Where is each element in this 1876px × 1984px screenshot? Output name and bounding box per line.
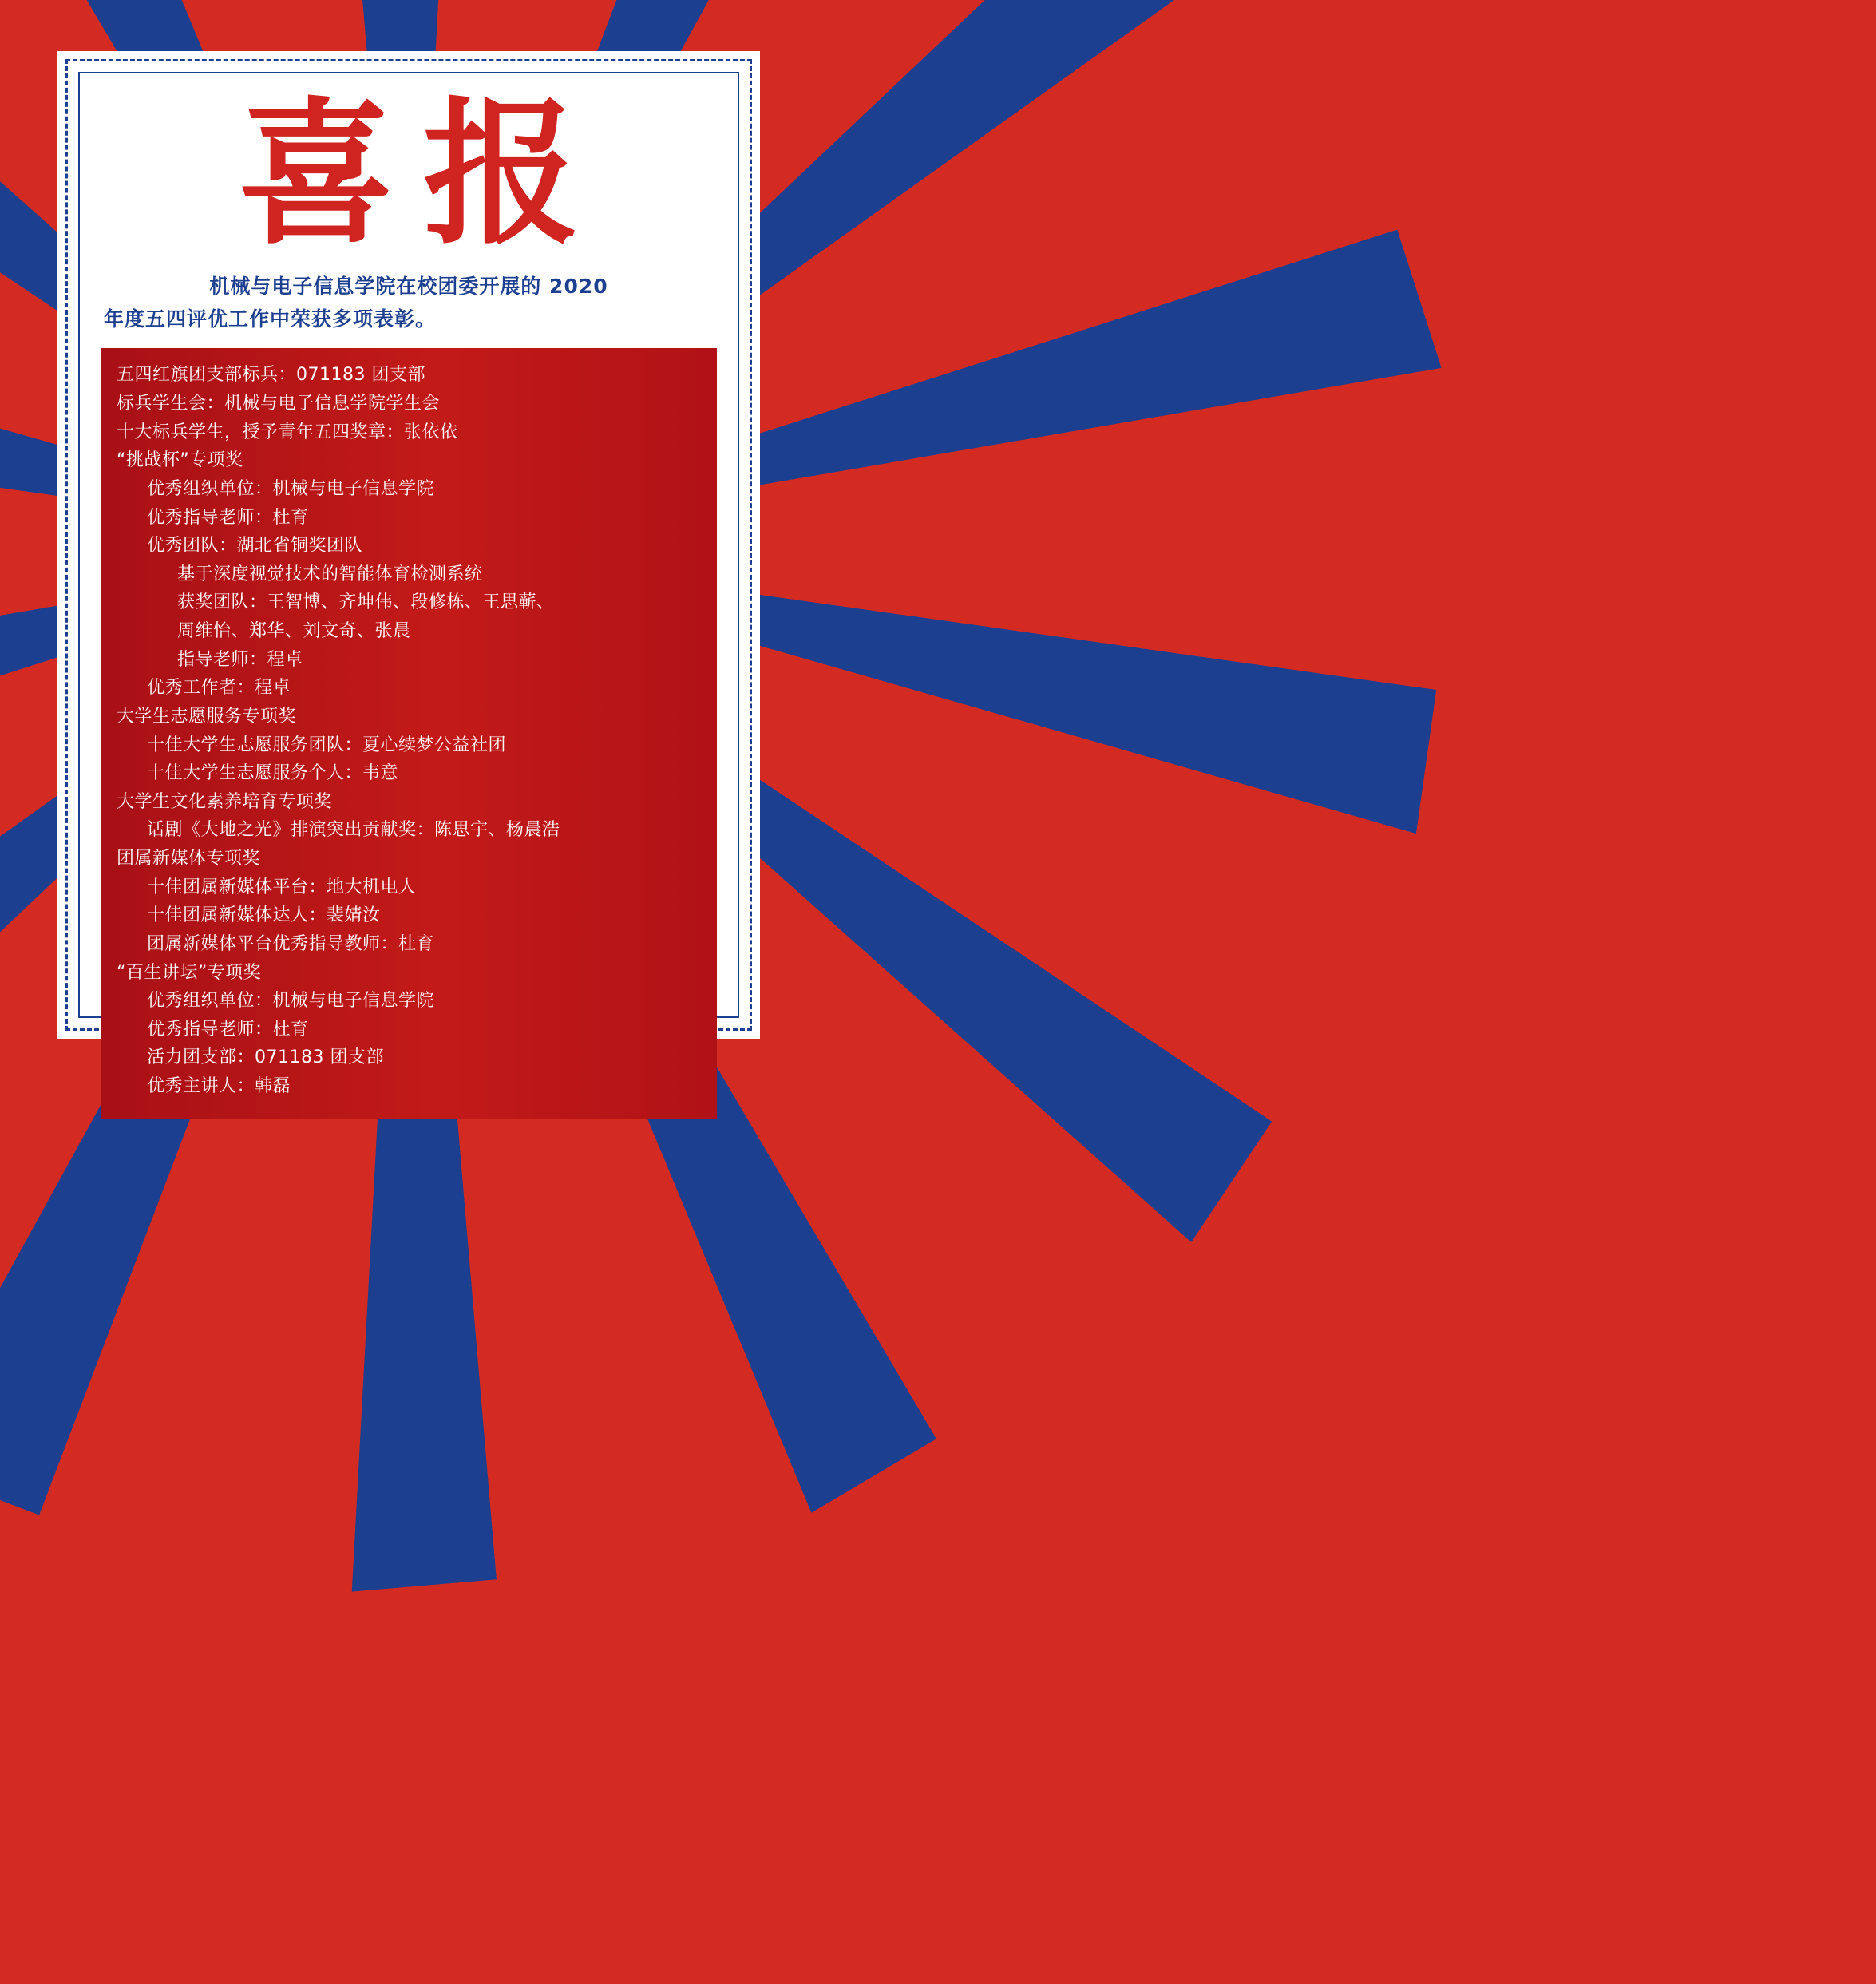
- poster-card: [57, 51, 760, 1039]
- poster-title: 喜报: [101, 96, 717, 255]
- award-entry: 优秀指导老师：杜育: [117, 1016, 701, 1044]
- subtitle-line-1: 机械与电子信息学院在校团委开展的 2020: [101, 270, 717, 303]
- subtitle-line-2: 年度五四评优工作中荣获多项表彰。: [101, 303, 717, 335]
- award-entry: 五四红旗团支部标兵：071183 团支部: [117, 361, 701, 390]
- award-entry: 优秀主讲人：韩磊: [117, 1072, 701, 1101]
- award-entry: 指导老师：程卓: [117, 646, 701, 675]
- award-entry: 基于深度视觉技术的智能体育检测系统: [117, 560, 701, 589]
- award-entry: 十佳大学生志愿服务团队：夏心续梦公益社团: [117, 731, 701, 760]
- award-entry: 活力团支部：071183 团支部: [117, 1043, 701, 1072]
- award-entry: 十佳团属新媒体平台：地大机电人: [117, 873, 701, 902]
- award-entry: “百生讲坛”专项奖: [117, 959, 701, 988]
- award-entry: 优秀组织单位：机械与电子信息学院: [117, 475, 701, 504]
- award-entry: 话剧《大地之光》排演突出贡献奖：陈思宇、杨晨浩: [117, 816, 701, 845]
- award-entry: 优秀工作者：程卓: [117, 674, 701, 703]
- award-entry: 十佳大学生志愿服务个人：韦意: [117, 759, 701, 788]
- award-entry: 优秀组织单位：机械与电子信息学院: [117, 987, 701, 1016]
- award-entry: 大学生文化素养培育专项奖: [117, 788, 701, 817]
- award-entry: 十大标兵学生，授予青年五四奖章：张依依: [117, 418, 701, 447]
- award-entry: 获奖团队：王智博、齐坤伟、段修栋、王思蕲、: [117, 588, 701, 617]
- poster-card-inner: [78, 72, 739, 1018]
- award-entry: 优秀指导老师：杜育: [117, 504, 701, 533]
- award-entry: 大学生志愿服务专项奖: [117, 703, 701, 731]
- award-list-panel: [101, 348, 717, 1118]
- poster-canvas: [0, 0, 817, 1090]
- award-entry: “挑战杯”专项奖: [117, 446, 701, 475]
- award-entry: 团属新媒体平台优秀指导教师：杜育: [117, 930, 701, 959]
- award-entry: 优秀团队：湖北省铜奖团队: [117, 532, 701, 560]
- award-entry: 团属新媒体专项奖: [117, 845, 701, 873]
- poster-subtitle: [101, 270, 717, 336]
- award-entry: 标兵学生会：机械与电子信息学院学生会: [117, 390, 701, 418]
- award-entry: 周维怡、郑华、刘文奇、张晨: [117, 617, 701, 646]
- award-entry: 十佳团属新媒体达人：裴婧汝: [117, 901, 701, 930]
